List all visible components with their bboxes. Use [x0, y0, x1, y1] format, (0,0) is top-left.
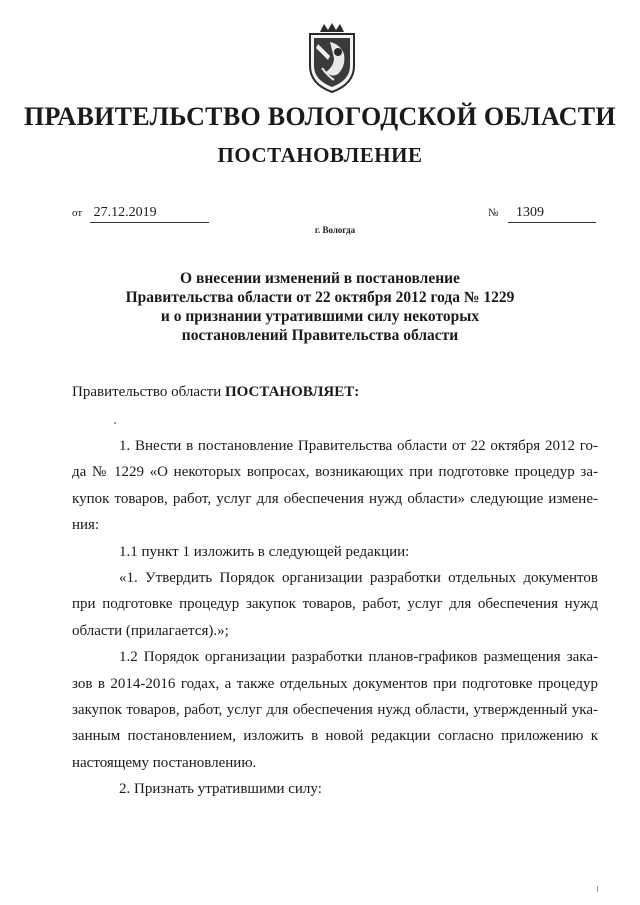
body-line: при подготовке процедур закупок товаров, работ, услуг для обеспечения нужд — [72, 596, 598, 613]
body-line: да № 1229 «О некоторых вопросах, возникающих при подготовке процедур за- — [72, 464, 598, 481]
number-prefix: № — [488, 207, 499, 219]
date-value: 27.12.2019 — [90, 205, 209, 223]
subject-line: Правительства области от 22 октября 2012 года № 1229 — [125, 289, 515, 306]
preamble-text: Правительство области — [72, 384, 225, 400]
date-prefix: от — [72, 207, 83, 219]
body-line: ния: — [72, 517, 100, 534]
body-line: настоящему постановлению. — [72, 754, 257, 771]
preamble — [72, 384, 359, 401]
body-line: «1. Утвердить Порядок организации разработки отдельных документов — [119, 569, 598, 586]
document-subject — [0, 269, 640, 345]
subject-line: О внесении изменений в постановление — [180, 270, 460, 287]
scan-mark — [597, 886, 598, 892]
subject-line: и о признании утратившими силу некоторых — [160, 308, 480, 325]
city: г. Вологда — [314, 225, 356, 235]
document-number — [488, 205, 596, 223]
coat-of-arms-icon — [300, 22, 364, 94]
body-line: купок товаров, работ, услуг для обеспечения нужд области» следующие измене- — [72, 490, 598, 507]
number-value: 1309 — [508, 205, 596, 223]
document-type: ПОСТАНОВЛЕНИЕ — [217, 143, 423, 167]
body-line: области (прилагается).»; — [72, 622, 229, 639]
organization-title: ПРАВИТЕЛЬСТВО ВОЛОГОДСКОЙ ОБЛАСТИ — [24, 102, 616, 131]
body-line: закупок товаров, работ, услуг для обеспечения нужд области, утвержденный ука- — [72, 701, 598, 718]
body-line: 1.2 Порядок организации разработки планов-графиков размещения зака- — [119, 649, 598, 666]
body-line: зов в 2014-2016 годах, а также отдельных документов при подготовке процедур — [72, 675, 598, 692]
body-line: занным постановлением, изложить в новой редакции согласно приложению к — [72, 728, 598, 745]
preamble-bold: ПОСТАНОВЛЯЕТ: — [224, 384, 360, 400]
subject-line: постановлений Правительства области — [181, 327, 459, 344]
body-line: 1. Внести в постановление Правительства области от 22 октября 2012 го- — [119, 438, 598, 454]
document-date — [72, 205, 209, 223]
body-line: 2. Признать утратившими силу: — [119, 781, 322, 798]
scan-speck — [114, 422, 116, 424]
document-body — [72, 433, 598, 802]
body-line: 1.1 пункт 1 изложить в следующей редакции: — [119, 543, 410, 560]
